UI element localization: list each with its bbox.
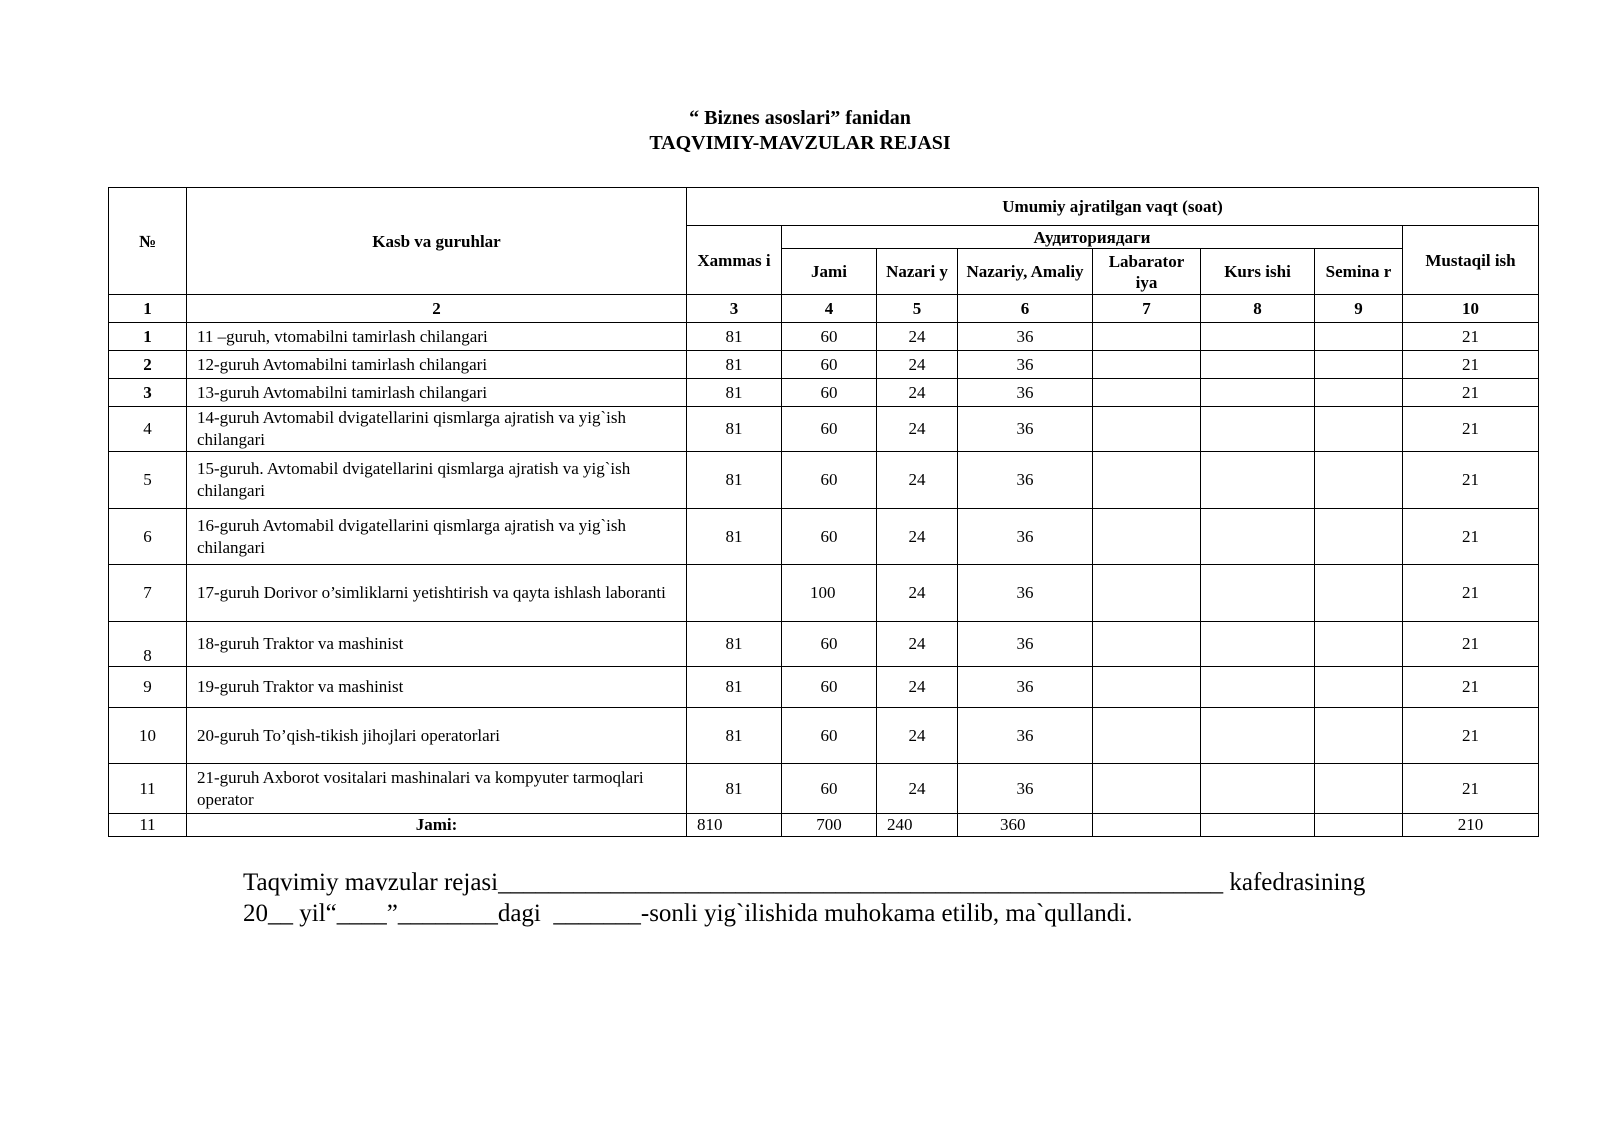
row-mustaqil: 21 [1403, 667, 1539, 708]
column-number: 6 [958, 295, 1093, 323]
row-seminar [1315, 622, 1403, 667]
row-lab [1093, 407, 1201, 452]
row-number: 1 [109, 323, 187, 351]
row-jami: 60 [782, 509, 877, 565]
row-seminar [1315, 509, 1403, 565]
row-jami: 60 [782, 708, 877, 764]
row-lab [1093, 351, 1201, 379]
title-main: TAQVIMIY-MAVZULAR REJASI [649, 132, 951, 154]
row-xammasi: 81 [687, 323, 782, 351]
row-kasb: 11 –guruh, vtomabilni tamirlash chilangari [187, 323, 687, 351]
row-kurs [1201, 667, 1315, 708]
row-jami: 60 [782, 622, 877, 667]
column-number: 9 [1315, 295, 1403, 323]
row-lab [1093, 509, 1201, 565]
row-nazariy: 24 [877, 379, 958, 407]
row-xammasi: 81 [687, 509, 782, 565]
row-lab [1093, 667, 1201, 708]
row-mustaqil: 21 [1403, 708, 1539, 764]
total-number: 11 [109, 814, 187, 837]
row-amaliy: 36 [958, 622, 1093, 667]
row-seminar [1315, 565, 1403, 622]
row-kasb: 13-guruh Avtomabilni tamirlash chilangari [187, 379, 687, 407]
row-nazariy: 24 [877, 622, 958, 667]
row-mustaqil: 21 [1403, 323, 1539, 351]
row-mustaqil: 21 [1403, 379, 1539, 407]
table-row [109, 323, 1539, 351]
row-nazariy: 24 [877, 351, 958, 379]
row-kurs [1201, 379, 1315, 407]
row-seminar [1315, 379, 1403, 407]
row-amaliy: 36 [958, 708, 1093, 764]
row-seminar [1315, 351, 1403, 379]
row-nazariy: 24 [877, 667, 958, 708]
header-nazariy-amaliy: Nazariy, Amaliy [958, 249, 1093, 295]
row-kasb: 12-guruh Avtomabilni tamirlash chilangari [187, 351, 687, 379]
row-lab [1093, 565, 1201, 622]
document-title [0, 106, 1600, 156]
column-number: 8 [1201, 295, 1315, 323]
row-nazariy: 24 [877, 509, 958, 565]
row-number: 4 [109, 407, 187, 452]
row-mustaqil: 21 [1403, 351, 1539, 379]
row-xammasi: 81 [687, 622, 782, 667]
row-nazariy: 24 [877, 764, 958, 814]
row-amaliy: 36 [958, 764, 1093, 814]
row-seminar [1315, 323, 1403, 351]
table-row [109, 407, 1539, 452]
row-amaliy: 36 [958, 379, 1093, 407]
row-number: 7 [109, 565, 187, 622]
row-nazariy: 24 [877, 565, 958, 622]
column-number: 3 [687, 295, 782, 323]
table-row [109, 667, 1539, 708]
row-kasb: 16-guruh Avtomabil dvigatellarini qismlarga ajratish va yig`ish chilangari [187, 509, 687, 565]
row-kurs [1201, 708, 1315, 764]
column-number: 10 [1403, 295, 1539, 323]
row-kasb: 19-guruh Traktor va mashinist [187, 667, 687, 708]
row-xammasi: 81 [687, 407, 782, 452]
total-kurs [1201, 814, 1315, 837]
row-lab [1093, 622, 1201, 667]
row-seminar [1315, 667, 1403, 708]
row-mustaqil: 21 [1403, 407, 1539, 452]
row-kasb: 21-guruh Axborot vositalari mashinalari va kompyuter tarmoqlari operator [187, 764, 687, 814]
row-amaliy: 36 [958, 323, 1093, 351]
row-xammasi: 81 [687, 764, 782, 814]
row-seminar [1315, 764, 1403, 814]
row-kasb: 18-guruh Traktor va mashinist [187, 622, 687, 667]
row-number: 9 [109, 667, 187, 708]
header-umumiy: Umumiy ajratilgan vaqt (soat) [687, 188, 1539, 226]
row-number: 10 [109, 708, 187, 764]
row-amaliy: 36 [958, 565, 1093, 622]
row-number: 11 [109, 764, 187, 814]
row-lab [1093, 323, 1201, 351]
row-kurs [1201, 452, 1315, 509]
header-no: № [109, 188, 187, 295]
row-lab [1093, 764, 1201, 814]
row-number: 8 [109, 622, 187, 667]
row-jami: 60 [782, 351, 877, 379]
column-number: 1 [109, 295, 187, 323]
row-amaliy: 36 [958, 351, 1093, 379]
row-xammasi: 81 [687, 379, 782, 407]
row-number: 2 [109, 351, 187, 379]
total-amaliy: 360 [958, 814, 1093, 837]
row-nazariy: 24 [877, 323, 958, 351]
row-kasb: 20-guruh To’qish-tikish jihojlari operatorlari [187, 708, 687, 764]
row-xammasi: 81 [687, 667, 782, 708]
row-kasb: 15-guruh. Avtomabil dvigatellarini qismlarga ajratish va yig`ish chilangari [187, 452, 687, 509]
row-jami: 60 [782, 407, 877, 452]
row-kurs [1201, 565, 1315, 622]
header-kasb: Kasb va guruhlar [187, 188, 687, 295]
table-row [109, 452, 1539, 509]
row-kurs [1201, 622, 1315, 667]
column-number: 2 [187, 295, 687, 323]
row-seminar [1315, 407, 1403, 452]
row-kurs [1201, 509, 1315, 565]
total-nazariy: 240 [877, 814, 958, 837]
column-number-row [109, 295, 1539, 323]
column-number: 4 [782, 295, 877, 323]
row-jami: 100 [782, 565, 877, 622]
approval-line-2: 20__ yil“____”________dagi _______-sonli yig`ilishida muhokama etilib, ma`qullandi. [243, 900, 1133, 927]
row-lab [1093, 379, 1201, 407]
row-jami: 60 [782, 452, 877, 509]
row-lab [1093, 452, 1201, 509]
row-nazariy: 24 [877, 452, 958, 509]
row-number: 3 [109, 379, 187, 407]
row-nazariy: 24 [877, 407, 958, 452]
table-row [109, 509, 1539, 565]
row-mustaqil: 21 [1403, 764, 1539, 814]
total-row [109, 814, 1539, 837]
total-jami: 700 [782, 814, 877, 837]
table-row [109, 622, 1539, 667]
row-kasb: 17-guruh Dorivor o’simliklarni yetishtirish va qayta ishlash laboranti [187, 565, 687, 622]
row-nazariy: 24 [877, 708, 958, 764]
row-seminar [1315, 708, 1403, 764]
row-jami: 60 [782, 323, 877, 351]
row-kurs [1201, 351, 1315, 379]
plan-table [108, 187, 1539, 837]
row-mustaqil: 21 [1403, 452, 1539, 509]
column-number: 5 [877, 295, 958, 323]
row-jami: 60 [782, 764, 877, 814]
row-jami: 60 [782, 667, 877, 708]
approval-footer [243, 867, 1365, 929]
row-amaliy: 36 [958, 667, 1093, 708]
total-mustaqil: 210 [1403, 814, 1539, 837]
row-kasb: 14-guruh Avtomabil dvigatellarini qismlarga ajratish va yig`ish chilangari [187, 407, 687, 452]
header-kurs-ishi: Kurs ishi [1201, 249, 1315, 295]
column-number: 7 [1093, 295, 1201, 323]
row-amaliy: 36 [958, 407, 1093, 452]
row-xammasi: 81 [687, 351, 782, 379]
row-kurs [1201, 764, 1315, 814]
row-amaliy: 36 [958, 452, 1093, 509]
table-row [109, 708, 1539, 764]
table-row [109, 565, 1539, 622]
row-kurs [1201, 323, 1315, 351]
row-jami: 60 [782, 379, 877, 407]
row-kurs [1201, 407, 1315, 452]
total-xammasi: 810 [687, 814, 782, 837]
row-xammasi: 81 [687, 452, 782, 509]
row-mustaqil: 21 [1403, 509, 1539, 565]
header-seminar: Semina r [1315, 249, 1403, 295]
table-row [109, 764, 1539, 814]
row-amaliy: 36 [958, 509, 1093, 565]
row-mustaqil: 21 [1403, 622, 1539, 667]
row-lab [1093, 708, 1201, 764]
row-number: 5 [109, 452, 187, 509]
row-xammasi [687, 565, 782, 622]
header-jami: Jami [782, 249, 877, 295]
header-labaratoriya: Labarator iya [1093, 249, 1201, 295]
table-row [109, 379, 1539, 407]
title-subject: “ Biznes asoslari” fanidan [689, 107, 911, 129]
header-mustaqil: Mustaqil ish [1403, 226, 1539, 295]
total-label: Jami: [187, 814, 687, 837]
header-auditoriya: Аудиториядаги [782, 226, 1403, 249]
row-seminar [1315, 452, 1403, 509]
total-seminar [1315, 814, 1403, 837]
header-nazariy: Nazari y [877, 249, 958, 295]
approval-line-1: Taqvimiy mavzular rejasi__________________________________________________________ kafedrasining [243, 869, 1366, 896]
total-lab [1093, 814, 1201, 837]
row-mustaqil: 21 [1403, 565, 1539, 622]
table-row [109, 351, 1539, 379]
row-number: 6 [109, 509, 187, 565]
header-xammasi: Xammas i [687, 226, 782, 295]
row-xammasi: 81 [687, 708, 782, 764]
